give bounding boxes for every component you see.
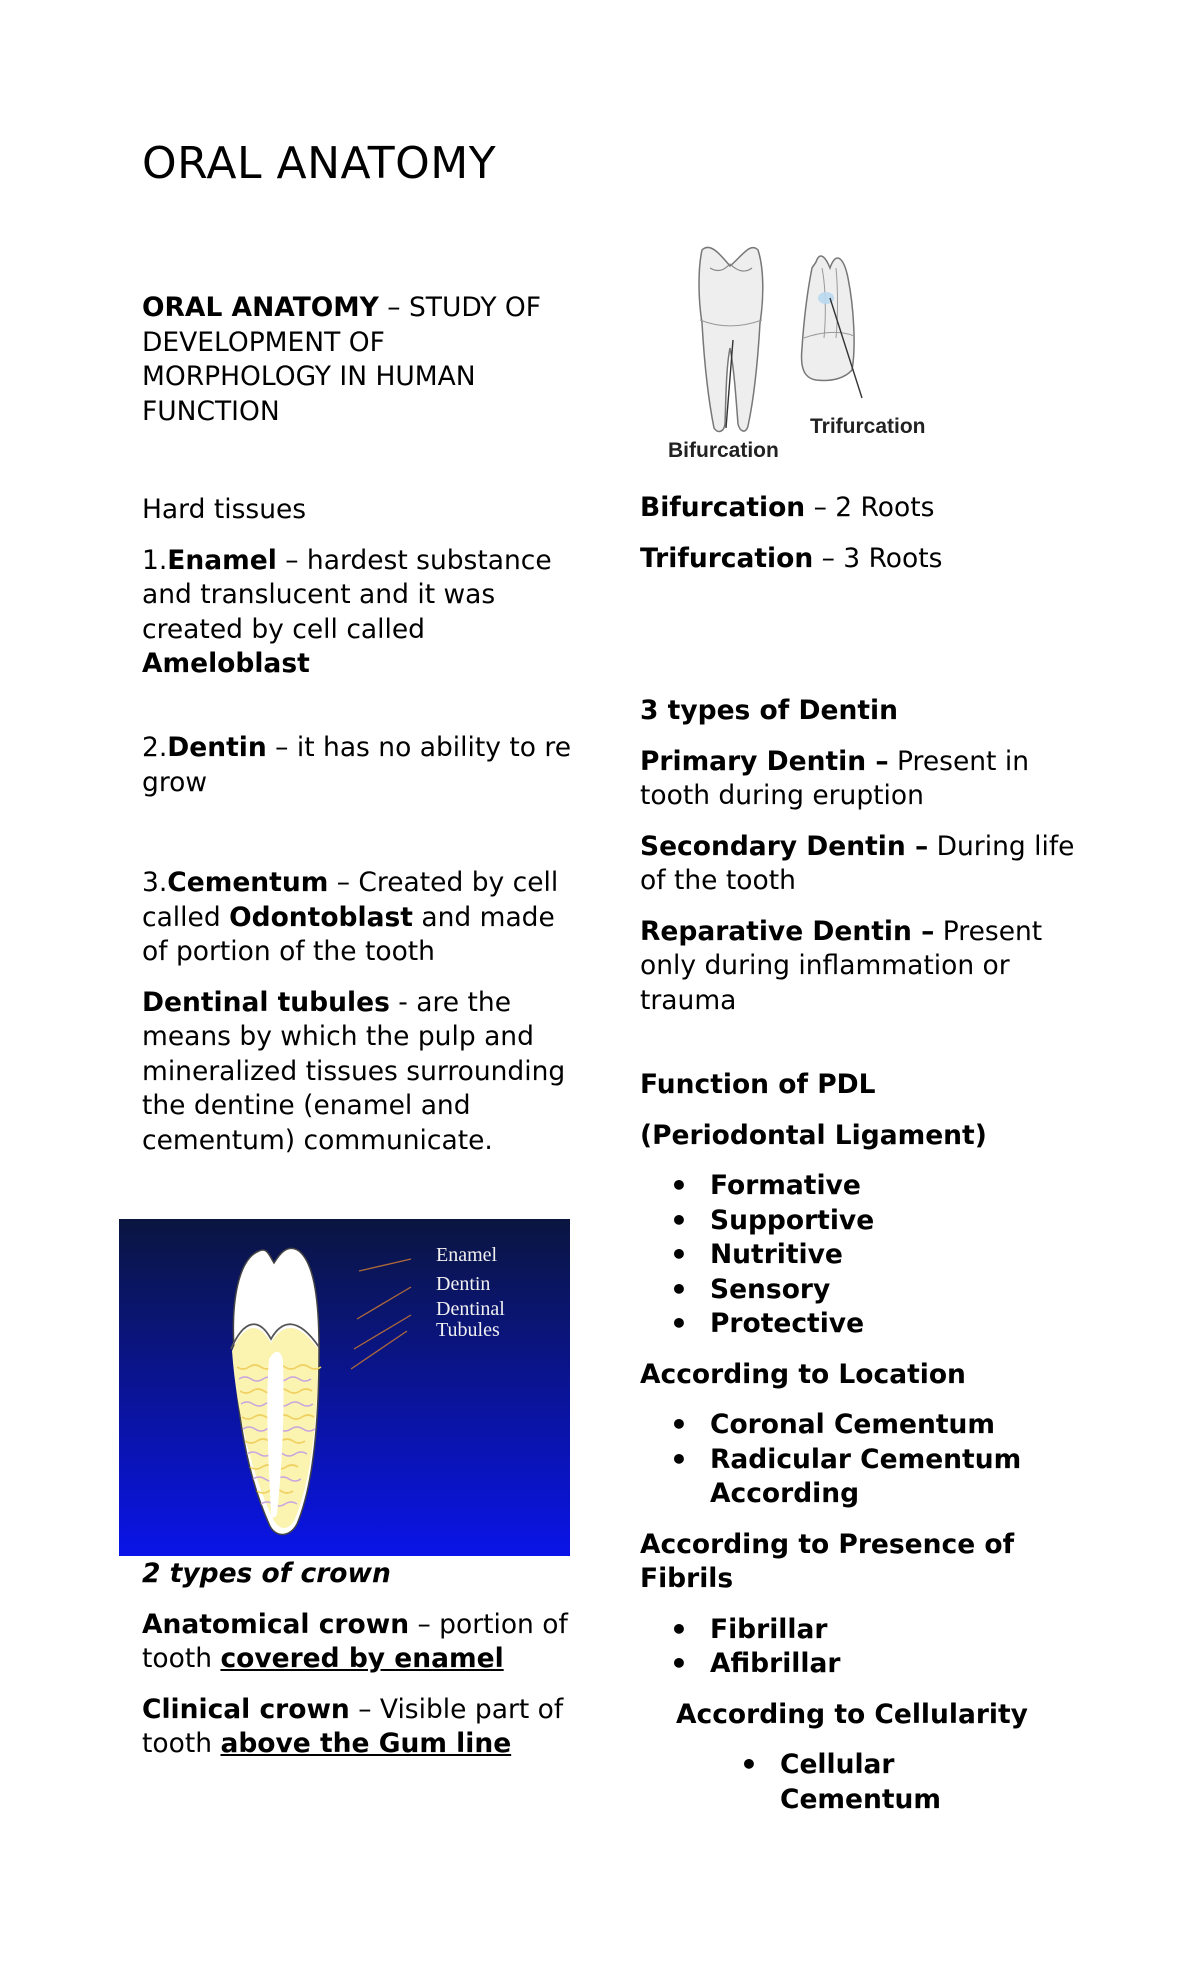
definition: [142, 291, 572, 429]
anatomical-crown-term: Anatomical crown: [142, 1608, 410, 1640]
hard-tissues-section: [142, 493, 572, 682]
dentin-types-heading: [640, 694, 1080, 729]
crown-heading: 2 types of crown: [142, 1558, 391, 1589]
roots-illustration: [640, 228, 970, 464]
list-item: • Fibrillar: [640, 1613, 1080, 1648]
pdl-subheading: (Periodontal Ligament): [640, 1119, 987, 1151]
tubules-paragraph: [142, 986, 572, 1159]
list-item: • Cellular Cementum: [710, 1748, 980, 1817]
clinical-crown-paragraph: [142, 1693, 572, 1762]
cementum-text-end: and made of portion of the tooth: [142, 901, 555, 967]
enamel-text: – hardest substance and translucent and it was created by cell called: [142, 544, 552, 645]
secondary-dentin-text: During life of the tooth: [640, 830, 1075, 896]
tubules-text: - are the means by which the pulp and mineralized tissues surrounding the dentine (enamel and cementum) communicate.: [142, 986, 566, 1156]
cementum-text: – Created by cell called: [142, 867, 559, 933]
tubules-term: Dentinal tubules: [142, 986, 390, 1018]
trifurcation-paragraph: [640, 542, 1080, 577]
roots-figure: [640, 228, 970, 464]
trifurcation-term: Trifurcation: [640, 542, 814, 574]
crown-section: [142, 1557, 572, 1762]
fibrils-heading: According to Presence of Fibrils: [640, 1528, 1015, 1594]
pdl-list: [640, 1169, 1080, 1342]
label-trifurcation: Trifurcation: [810, 415, 926, 438]
clinical-crown-text: – Visible part of tooth: [142, 1693, 564, 1759]
cementum-num: 3.: [142, 867, 168, 898]
enamel-paragraph: [142, 544, 572, 682]
tooth-cross-section-figure: [119, 1219, 570, 1556]
list-item: • Protective: [640, 1307, 1080, 1342]
list-item: • Supportive: [640, 1204, 1080, 1239]
page-title: ORAL ANATOMY: [142, 138, 497, 189]
dentin-types-heading-text: 3 types of Dentin: [640, 695, 898, 726]
primary-dentin-text: Present in tooth during eruption: [640, 745, 1030, 811]
cementum-term: Cementum: [167, 867, 329, 898]
list-item: • Formative: [640, 1169, 1080, 1204]
definition-text: – STUDY OF DEVELOPMENT OF MORPHOLOGY IN HUMAN FUNCTION: [142, 292, 542, 427]
location-list: [640, 1408, 1080, 1512]
dentin-types-section: [640, 694, 1080, 1018]
dentin-term: Dentin: [167, 732, 267, 763]
label-bifurcation: Bifurcation: [668, 439, 779, 462]
dentin-paragraph: [142, 731, 572, 800]
bifurcation-text: – 2 Roots: [805, 492, 935, 523]
pdl-heading: Function of PDL: [640, 1069, 876, 1100]
trifurcation-text: – 3 Roots: [813, 542, 943, 574]
roots-section: [640, 491, 1080, 576]
pdl-section: [640, 1068, 1080, 1817]
clinical-crown-emph: above the Gum line: [220, 1728, 512, 1759]
cellularity-heading: According to Cellularity: [676, 1698, 1028, 1730]
label-tubules: Tubules: [436, 1319, 500, 1341]
reparative-dentin-paragraph: [640, 915, 1080, 1019]
secondary-dentin-paragraph: [640, 830, 1080, 899]
anatomical-crown-paragraph: [142, 1608, 572, 1677]
enamel-term: Enamel: [167, 544, 277, 576]
hard-tissues-heading: Hard tissues: [142, 494, 307, 525]
odontoblast-term: Odontoblast: [229, 901, 413, 933]
label-dentin: Dentin: [436, 1273, 491, 1295]
dentin-text: – it has no ability to re grow: [142, 732, 572, 798]
reparative-dentin-text: Present only during inflammation or trauma: [640, 915, 1043, 1016]
list-item: • Afibrillar: [640, 1647, 1080, 1682]
definition-term: ORAL ANATOMY: [142, 292, 379, 323]
list-item: • Nutritive: [640, 1238, 1080, 1273]
list-item: • Radicular Cementum According: [640, 1443, 1080, 1512]
bifurcation-term: Bifurcation: [640, 492, 806, 523]
tooth-cross-section-illustration: [119, 1219, 570, 1556]
primary-dentin-term: Primary Dentin –: [640, 745, 889, 777]
dentin-num: 2.: [142, 732, 168, 763]
location-heading: According to Location: [640, 1358, 966, 1390]
cellularity-list: [640, 1748, 1080, 1817]
label-enamel: Enamel: [436, 1244, 498, 1266]
list-item: • Coronal Cementum: [640, 1408, 1080, 1443]
anatomical-crown-emph: covered by enamel: [220, 1643, 504, 1674]
secondary-dentin-term: Secondary Dentin –: [640, 830, 929, 862]
reparative-dentin-term: Reparative Dentin –: [640, 915, 935, 947]
label-dentinal: Dentinal: [436, 1298, 505, 1320]
cementum-paragraph: [142, 866, 572, 970]
list-item: • Sensory: [640, 1273, 1080, 1308]
enamel-num: 1.: [142, 544, 168, 576]
bifurcation-paragraph: [640, 491, 1080, 526]
fibrils-list: [640, 1613, 1080, 1682]
clinical-crown-term: Clinical crown: [142, 1693, 350, 1725]
cementum-section: [142, 866, 572, 1158]
anatomical-crown-text: – portion of tooth: [142, 1608, 568, 1674]
primary-dentin-paragraph: [640, 745, 1080, 814]
ameloblast-term: Ameloblast: [142, 648, 310, 679]
